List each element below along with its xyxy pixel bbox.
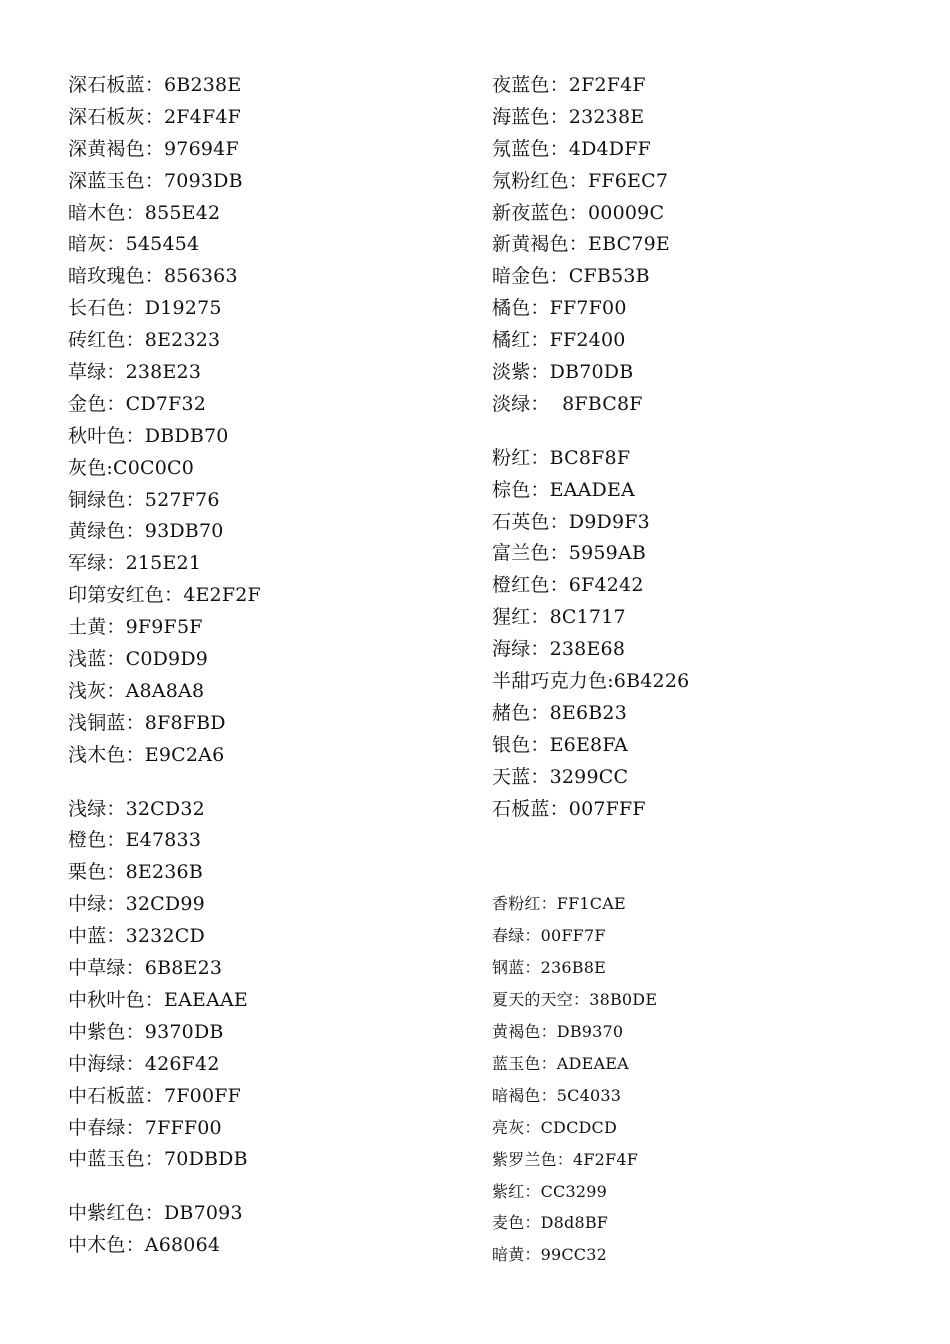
color-entry: 紫红：CC3299	[492, 1181, 608, 1201]
spacer	[492, 825, 922, 888]
color-entry: 中蓝：3232CD	[68, 925, 205, 948]
color-entry: 夏天的天空：38B0DE	[492, 990, 658, 1010]
right-group-2	[492, 443, 922, 826]
color-entry: 淡紫：DB70DB	[492, 361, 634, 384]
color-entry: 黄褐色：DB9370	[492, 1022, 624, 1042]
color-entry: 深石板蓝：6B238E	[68, 74, 242, 96]
color-entry: 麦色：D8d8BF	[492, 1213, 609, 1233]
color-entry: 富兰色：5959AB	[492, 542, 647, 565]
color-entry: 中绿：32CD99	[68, 893, 205, 916]
color-entry: 秋叶色：DBDB70	[68, 424, 229, 447]
color-entry: 蓝玉色：ADEAEA	[492, 1053, 629, 1073]
left-group-2	[68, 794, 468, 1177]
color-entry: 中春绿：7FFF00	[68, 1116, 222, 1139]
color-entry: 金色：CD7F32	[68, 392, 207, 415]
color-entry: 新夜蓝色：00009C	[492, 201, 665, 224]
color-entry: 暗灰：545454	[68, 233, 200, 256]
color-entry: 军绿：215E21	[68, 552, 202, 575]
color-entry: 天蓝：3299CC	[492, 765, 629, 788]
left-column	[68, 70, 468, 1262]
color-entry: 石板蓝：007FFF	[492, 797, 646, 820]
color-entry: 猩红：8C1717	[492, 606, 626, 629]
color-entry: 橙色：E47833	[68, 829, 202, 852]
color-entry: 新黄褐色：EBC79E	[492, 233, 670, 256]
color-entry: 暗金色：CFB53B	[492, 265, 650, 288]
color-entry: 灰色:C0C0C0	[68, 456, 195, 479]
color-entry: 春绿：00FF7F	[492, 926, 606, 946]
color-entry: 深蓝玉色：7093DB	[68, 169, 243, 192]
color-entry: 浅蓝：C0D9D9	[68, 648, 209, 671]
color-entry: 栗色：8E236B	[68, 861, 203, 884]
color-entry: 中紫红色：DB7093	[68, 1202, 243, 1225]
color-entry: 草绿：238E23	[68, 361, 202, 384]
color-entry: 淡绿： 8FBC8F	[492, 392, 643, 415]
color-entry: 氖蓝色：4D4DFF	[492, 137, 652, 160]
right-column	[492, 70, 922, 1271]
color-entry: 香粉红：FF1CAE	[492, 894, 626, 914]
color-entry: 砖红色：8E2323	[68, 329, 221, 352]
color-entry: 浅木色：E9C2A6	[68, 743, 225, 766]
color-entry: 夜蓝色：2F2F4F	[492, 74, 646, 96]
color-entry: 氖粉红色：FF6EC7	[492, 169, 669, 192]
spacer	[68, 772, 468, 794]
color-entry: 海蓝色：23238E	[492, 105, 645, 128]
color-entry: 橘红：FF2400	[492, 329, 626, 352]
color-entry: 浅灰：A8A8A8	[68, 679, 205, 702]
color-entry: 粉红：BC8F8F	[492, 446, 631, 469]
color-entry: 暗褐色：5C4033	[492, 1085, 622, 1105]
color-entry: 土黄：9F9F5F	[68, 616, 203, 639]
color-entry: 石英色：D9D9F3	[492, 510, 650, 533]
color-entry: 黄绿色：93DB70	[68, 520, 224, 543]
color-entry: 浅绿：32CD32	[68, 797, 205, 820]
color-entry: 暗木色：855E42	[68, 201, 221, 224]
color-entry: 中蓝玉色：70DBDB	[68, 1148, 248, 1171]
color-entry: 铜绿色：527F76	[68, 488, 220, 511]
color-entry: 海绿：238E68	[492, 638, 626, 661]
color-entry: 橙红色：6F4242	[492, 574, 644, 597]
color-entry: 棕色：EAADEA	[492, 478, 635, 501]
left-group-3	[68, 1198, 468, 1262]
right-group-1	[492, 70, 922, 421]
color-entry: 深黄褐色：97694F	[68, 137, 239, 160]
color-entry: 亮灰：CDCDCD	[492, 1117, 618, 1137]
right-group-3	[492, 888, 922, 1271]
color-entry: 中秋叶色：EAEAAE	[68, 988, 248, 1011]
color-entry: 紫罗兰色：4F2F4F	[492, 1149, 639, 1169]
color-entry: 暗玫瑰色：856363	[68, 265, 238, 288]
color-entry: 长石色：D19275	[68, 297, 222, 320]
spacer	[492, 421, 922, 443]
color-entry: 赭色：8E6B23	[492, 701, 627, 724]
color-entry: 深石板灰：2F4F4F	[68, 105, 242, 128]
color-entry: 橘色：FF7F00	[492, 297, 627, 320]
color-entry: 印第安红色：4E2F2F	[68, 584, 261, 607]
color-entry: 银色：E6E8FA	[492, 733, 628, 756]
left-group-1	[68, 70, 468, 772]
color-entry: 中紫色：9370DB	[68, 1020, 224, 1043]
color-entry: 中海绿：426F42	[68, 1052, 220, 1075]
spacer	[68, 1176, 468, 1198]
color-entry: 钢蓝：236B8E	[492, 958, 606, 978]
color-entry: 中木色：A68064	[68, 1234, 221, 1257]
color-entry: 中草绿：6B8E23	[68, 957, 223, 980]
color-entry: 浅铜蓝：8F8FBD	[68, 711, 226, 734]
color-entry: 暗黄：99CC32	[492, 1245, 608, 1265]
color-entry: 中石板蓝：7F00FF	[68, 1084, 242, 1107]
color-entry: 半甜巧克力色:6B4226	[492, 670, 690, 693]
